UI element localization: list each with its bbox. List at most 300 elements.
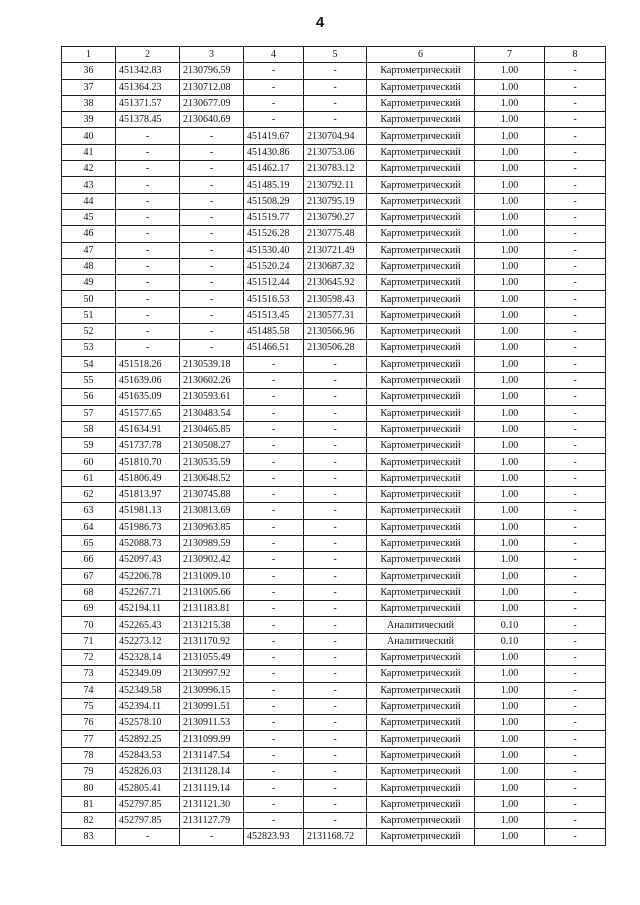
table-cell-col-8: - (545, 601, 606, 617)
table-cell-col-5: - (304, 356, 367, 372)
table-cell-col-5: - (304, 715, 367, 731)
table-cell-col-3: 2130911.53 (180, 715, 244, 731)
table-cell-col-2: 452265.43 (116, 617, 180, 633)
table-cell-col-4: 452823.93 (244, 829, 304, 845)
table-cell-col-4: - (244, 584, 304, 600)
table-cell-col-1: 69 (62, 601, 116, 617)
table-cell-col-1: 67 (62, 568, 116, 584)
table-row (62, 128, 606, 144)
table-cell-col-2: 452843.53 (116, 747, 180, 763)
table-cell-col-5: 2130704.94 (304, 128, 367, 144)
table-row (62, 698, 606, 714)
table-cell-col-6: Картометрический (367, 340, 475, 356)
table-cell-col-3: 2131215.38 (180, 617, 244, 633)
table-cell-col-7: 1.00 (475, 503, 545, 519)
table-cell-col-1: 51 (62, 307, 116, 323)
table-cell-col-1: 39 (62, 112, 116, 128)
table-cell-col-6: Картометрический (367, 796, 475, 812)
table-cell-col-4: - (244, 389, 304, 405)
table-row (62, 715, 606, 731)
table-cell-col-4: - (244, 63, 304, 79)
table-cell-col-5: 2130775.48 (304, 226, 367, 242)
table-cell-col-3: - (180, 324, 244, 340)
table-cell-col-7: 1.00 (475, 487, 545, 503)
table-cell-col-8: - (545, 209, 606, 225)
table-cell-col-7: 1.00 (475, 764, 545, 780)
table-cell-col-4: 451485.19 (244, 177, 304, 193)
table-cell-col-6: Картометрический (367, 812, 475, 828)
table-cell-col-4: - (244, 487, 304, 503)
table-cell-col-7: 1.00 (475, 226, 545, 242)
table-cell-col-2: - (116, 242, 180, 258)
table-cell-col-8: - (545, 633, 606, 649)
table-cell-col-3: 2130535.59 (180, 454, 244, 470)
table-cell-col-4: 451516.53 (244, 291, 304, 307)
table-cell-col-7: 1.00 (475, 95, 545, 111)
table-cell-col-7: 1.00 (475, 128, 545, 144)
table-cell-col-8: - (545, 698, 606, 714)
table-cell-col-4: - (244, 454, 304, 470)
table-cell-col-4: - (244, 682, 304, 698)
table-cell-col-2: 452826.03 (116, 764, 180, 780)
table-cell-col-5: - (304, 649, 367, 665)
table-cell-col-5: - (304, 535, 367, 551)
table-cell-col-6: Аналитический (367, 617, 475, 633)
table-cell-col-8: - (545, 584, 606, 600)
table-cell-col-7: 1.00 (475, 568, 545, 584)
table-cell-col-1: 54 (62, 356, 116, 372)
table-cell-col-4: 451462.17 (244, 161, 304, 177)
table-cell-col-5: - (304, 421, 367, 437)
table-row (62, 226, 606, 242)
table-cell-col-8: - (545, 552, 606, 568)
table-row (62, 275, 606, 291)
table-cell-col-6: Картометрический (367, 829, 475, 845)
table-cell-col-5: - (304, 503, 367, 519)
table-cell-col-5: 2130577.31 (304, 307, 367, 323)
table-cell-col-4: - (244, 796, 304, 812)
table-cell-col-4: - (244, 519, 304, 535)
coordinates-table (61, 46, 606, 846)
table-row (62, 470, 606, 486)
table-cell-col-5: 2131168.72 (304, 829, 367, 845)
table-cell-col-6: Картометрический (367, 747, 475, 763)
table-cell-col-7: 1.00 (475, 698, 545, 714)
table-cell-col-2: 451518.26 (116, 356, 180, 372)
table-cell-col-3: - (180, 128, 244, 144)
table-cell-col-7: 1.00 (475, 193, 545, 209)
table-cell-col-8: - (545, 812, 606, 828)
table-cell-col-5: 2130506.28 (304, 340, 367, 356)
table-cell-col-1: 83 (62, 829, 116, 845)
table-row (62, 177, 606, 193)
table-cell-col-2: 452797.85 (116, 796, 180, 812)
table-cell-col-8: - (545, 519, 606, 535)
table-row (62, 487, 606, 503)
table-row (62, 666, 606, 682)
table-cell-col-6: Картометрический (367, 503, 475, 519)
table-cell-col-7: 1.00 (475, 421, 545, 437)
table-cell-col-4: - (244, 731, 304, 747)
table-cell-col-7: 1.00 (475, 79, 545, 95)
table-cell-col-2: 451577.65 (116, 405, 180, 421)
table-cell-col-2: 451371.57 (116, 95, 180, 111)
table-cell-col-5: - (304, 470, 367, 486)
table-row (62, 829, 606, 845)
table-cell-col-8: - (545, 829, 606, 845)
table-cell-col-1: 55 (62, 372, 116, 388)
table-cell-col-8: - (545, 535, 606, 551)
table-cell-col-1: 48 (62, 258, 116, 274)
column-header-5: 5 (304, 47, 367, 63)
table-cell-col-7: 1.00 (475, 470, 545, 486)
table-cell-col-2: - (116, 324, 180, 340)
table-cell-col-4: 451530.40 (244, 242, 304, 258)
table-row (62, 307, 606, 323)
table-cell-col-2: 451813.97 (116, 487, 180, 503)
table-cell-col-3: 2130991.51 (180, 698, 244, 714)
table-cell-col-3: 2131183.81 (180, 601, 244, 617)
table-cell-col-8: - (545, 372, 606, 388)
table-cell-col-7: 1.00 (475, 324, 545, 340)
table-cell-col-3: 2130539.18 (180, 356, 244, 372)
table-cell-col-3: 2130796.59 (180, 63, 244, 79)
table-cell-col-1: 59 (62, 438, 116, 454)
table-cell-col-1: 71 (62, 633, 116, 649)
table-cell-col-4: 451508.29 (244, 193, 304, 209)
table-cell-col-3: 2130465.85 (180, 421, 244, 437)
table-cell-col-5: - (304, 438, 367, 454)
table-cell-col-6: Картометрический (367, 649, 475, 665)
table-cell-col-7: 1.00 (475, 454, 545, 470)
table-cell-col-6: Картометрический (367, 666, 475, 682)
table-row (62, 438, 606, 454)
column-header-3: 3 (180, 47, 244, 63)
table-cell-col-8: - (545, 177, 606, 193)
table-cell-col-7: 1.00 (475, 405, 545, 421)
table-cell-col-3: - (180, 829, 244, 845)
table-cell-col-2: 452394.11 (116, 698, 180, 714)
table-cell-col-2: - (116, 307, 180, 323)
table-row (62, 731, 606, 747)
table-row (62, 144, 606, 160)
table-cell-col-8: - (545, 617, 606, 633)
table-cell-col-4: - (244, 79, 304, 95)
table-row (62, 780, 606, 796)
table-row (62, 633, 606, 649)
table-header (62, 47, 606, 63)
table-cell-col-1: 53 (62, 340, 116, 356)
table-cell-col-7: 1.00 (475, 63, 545, 79)
table-cell-col-4: - (244, 601, 304, 617)
table-cell-col-2: - (116, 340, 180, 356)
table-cell-col-4: - (244, 568, 304, 584)
table-cell-col-5: - (304, 487, 367, 503)
table-cell-col-1: 38 (62, 95, 116, 111)
table-cell-col-3: 2131170.92 (180, 633, 244, 649)
table-cell-col-7: 1.00 (475, 780, 545, 796)
table-cell-col-8: - (545, 275, 606, 291)
table-cell-col-2: 451986.73 (116, 519, 180, 535)
table-cell-col-6: Картометрический (367, 405, 475, 421)
table-cell-col-7: 1.00 (475, 747, 545, 763)
table-cell-col-3: 2130963.85 (180, 519, 244, 535)
table-cell-col-1: 66 (62, 552, 116, 568)
table-cell-col-6: Картометрический (367, 454, 475, 470)
table-cell-col-5: 2130645.92 (304, 275, 367, 291)
table-cell-col-2: 452805.41 (116, 780, 180, 796)
table-cell-col-5: - (304, 747, 367, 763)
column-header-6: 6 (367, 47, 475, 63)
table-cell-col-8: - (545, 438, 606, 454)
table-cell-col-6: Картометрический (367, 95, 475, 111)
table-cell-col-6: Картометрический (367, 421, 475, 437)
table-row (62, 161, 606, 177)
table-row (62, 535, 606, 551)
table-cell-col-1: 68 (62, 584, 116, 600)
table-cell-col-5: 2130783.12 (304, 161, 367, 177)
table-cell-col-4: 451485.58 (244, 324, 304, 340)
table-cell-col-5: - (304, 698, 367, 714)
table-cell-col-7: 1.00 (475, 601, 545, 617)
table-cell-col-3: 2130813.69 (180, 503, 244, 519)
table-cell-col-8: - (545, 193, 606, 209)
table-cell-col-5: - (304, 454, 367, 470)
table-cell-col-3: 2130997.92 (180, 666, 244, 682)
table-cell-col-5: - (304, 731, 367, 747)
table-cell-col-8: - (545, 503, 606, 519)
table-cell-col-8: - (545, 796, 606, 812)
table-cell-col-2: 452206.78 (116, 568, 180, 584)
table-cell-col-8: - (545, 454, 606, 470)
table-cell-col-7: 1.00 (475, 291, 545, 307)
table-row (62, 405, 606, 421)
table-cell-col-2: 451634.91 (116, 421, 180, 437)
table-cell-col-7: 1.00 (475, 584, 545, 600)
table-cell-col-2: 452349.09 (116, 666, 180, 682)
table-cell-col-3: 2131099.99 (180, 731, 244, 747)
table-cell-col-1: 80 (62, 780, 116, 796)
table-cell-col-3: 2130712.08 (180, 79, 244, 95)
table-cell-col-1: 47 (62, 242, 116, 258)
table-cell-col-2: 452892.25 (116, 731, 180, 747)
table-cell-col-4: - (244, 405, 304, 421)
table-cell-col-6: Картометрический (367, 144, 475, 160)
table-cell-col-1: 52 (62, 324, 116, 340)
table-row (62, 682, 606, 698)
table-cell-col-3: 2131128.14 (180, 764, 244, 780)
table-cell-col-1: 78 (62, 747, 116, 763)
table-cell-col-6: Картометрический (367, 487, 475, 503)
table-cell-col-8: - (545, 161, 606, 177)
table-row (62, 389, 606, 405)
table-cell-col-5: - (304, 552, 367, 568)
table-cell-col-4: 451512.44 (244, 275, 304, 291)
table-cell-col-6: Картометрический (367, 63, 475, 79)
table-cell-col-6: Картометрический (367, 209, 475, 225)
table-cell-col-7: 1.00 (475, 356, 545, 372)
table-cell-col-4: - (244, 666, 304, 682)
table-cell-col-1: 79 (62, 764, 116, 780)
table-cell-col-5: - (304, 389, 367, 405)
table-cell-col-3: - (180, 307, 244, 323)
table-cell-col-5: - (304, 666, 367, 682)
table-cell-col-8: - (545, 95, 606, 111)
table-cell-col-6: Картометрический (367, 535, 475, 551)
table-cell-col-6: Картометрический (367, 324, 475, 340)
table-cell-col-3: 2131127.79 (180, 812, 244, 828)
table-cell-col-7: 1.00 (475, 715, 545, 731)
table-cell-col-1: 40 (62, 128, 116, 144)
table-cell-col-1: 73 (62, 666, 116, 682)
table-cell-col-3: 2130602.26 (180, 372, 244, 388)
table-cell-col-4: 451520.24 (244, 258, 304, 274)
table-cell-col-1: 61 (62, 470, 116, 486)
table-cell-col-3: 2130483.54 (180, 405, 244, 421)
table-cell-col-1: 56 (62, 389, 116, 405)
table-row (62, 95, 606, 111)
table-cell-col-8: - (545, 487, 606, 503)
column-header-8: 8 (545, 47, 606, 63)
table-cell-col-8: - (545, 128, 606, 144)
table-cell-col-1: 65 (62, 535, 116, 551)
table-cell-col-6: Картометрический (367, 780, 475, 796)
column-header-2: 2 (116, 47, 180, 63)
table-cell-col-4: - (244, 747, 304, 763)
table-cell-col-4: 451419.67 (244, 128, 304, 144)
table-cell-col-3: 2131147.54 (180, 747, 244, 763)
table-row (62, 242, 606, 258)
table-cell-col-3: - (180, 258, 244, 274)
table-cell-col-7: 1.00 (475, 258, 545, 274)
table-cell-col-5: - (304, 372, 367, 388)
table-row (62, 584, 606, 600)
table-cell-col-5: - (304, 601, 367, 617)
table-cell-col-4: 451513.45 (244, 307, 304, 323)
table-cell-col-4: - (244, 812, 304, 828)
table-row (62, 617, 606, 633)
table-cell-col-6: Картометрический (367, 552, 475, 568)
column-header-4: 4 (244, 47, 304, 63)
table-cell-col-5: - (304, 812, 367, 828)
table-cell-col-5: 2130598.43 (304, 291, 367, 307)
table-cell-col-6: Картометрический (367, 601, 475, 617)
table-cell-col-8: - (545, 421, 606, 437)
table-cell-col-5: - (304, 112, 367, 128)
table-cell-col-2: 451364.23 (116, 79, 180, 95)
table-cell-col-5: - (304, 568, 367, 584)
table-cell-col-3: 2130640.69 (180, 112, 244, 128)
table-cell-col-2: 452267.71 (116, 584, 180, 600)
table-cell-col-6: Картометрический (367, 226, 475, 242)
table-cell-col-2: - (116, 226, 180, 242)
table-cell-col-7: 1.00 (475, 242, 545, 258)
table-cell-col-1: 43 (62, 177, 116, 193)
table-cell-col-8: - (545, 731, 606, 747)
table-cell-col-4: - (244, 633, 304, 649)
table-cell-col-1: 72 (62, 649, 116, 665)
table-cell-col-2: 451810.70 (116, 454, 180, 470)
table-row (62, 209, 606, 225)
table-cell-col-1: 36 (62, 63, 116, 79)
table-cell-col-2: - (116, 193, 180, 209)
table-cell-col-2: 452328.14 (116, 649, 180, 665)
table-cell-col-7: 1.00 (475, 177, 545, 193)
table-cell-col-5: 2130687.32 (304, 258, 367, 274)
table-body (62, 63, 606, 845)
table-cell-col-2: 452088.73 (116, 535, 180, 551)
table-cell-col-1: 76 (62, 715, 116, 731)
table-cell-col-8: - (545, 764, 606, 780)
table-cell-col-2: 451981.13 (116, 503, 180, 519)
table-cell-col-2: - (116, 258, 180, 274)
table-row (62, 519, 606, 535)
table-cell-col-2: 452194.11 (116, 601, 180, 617)
table-cell-col-1: 37 (62, 79, 116, 95)
table-cell-col-6: Картометрический (367, 258, 475, 274)
table-cell-col-7: 1.00 (475, 307, 545, 323)
table-row (62, 552, 606, 568)
table-cell-col-2: 451342.83 (116, 63, 180, 79)
table-cell-col-2: - (116, 291, 180, 307)
table-cell-col-3: 2130989.59 (180, 535, 244, 551)
table-cell-col-4: - (244, 438, 304, 454)
table-cell-col-2: 451635.09 (116, 389, 180, 405)
table-row (62, 421, 606, 437)
table-cell-col-8: - (545, 470, 606, 486)
table-cell-col-3: 2130902.42 (180, 552, 244, 568)
table-cell-col-6: Картометрический (367, 307, 475, 323)
column-header-7: 7 (475, 47, 545, 63)
table-cell-col-7: 1.00 (475, 389, 545, 405)
table-cell-col-7: 1.00 (475, 209, 545, 225)
table-cell-col-8: - (545, 649, 606, 665)
table-cell-col-2: 452578.10 (116, 715, 180, 731)
table-cell-col-6: Картометрический (367, 193, 475, 209)
table-cell-col-1: 77 (62, 731, 116, 747)
table-cell-col-5: 2130721.49 (304, 242, 367, 258)
table-cell-col-4: - (244, 552, 304, 568)
table-row (62, 796, 606, 812)
table-cell-col-3: - (180, 193, 244, 209)
table-cell-col-8: - (545, 780, 606, 796)
table-cell-col-7: 1.00 (475, 340, 545, 356)
table-cell-col-1: 75 (62, 698, 116, 714)
table-cell-col-2: - (116, 177, 180, 193)
table-cell-col-4: 451430.86 (244, 144, 304, 160)
table-cell-col-5: - (304, 405, 367, 421)
table-cell-col-2: - (116, 275, 180, 291)
table-cell-col-8: - (545, 291, 606, 307)
table-cell-col-1: 44 (62, 193, 116, 209)
table-cell-col-8: - (545, 405, 606, 421)
table-cell-col-8: - (545, 389, 606, 405)
table-cell-col-7: 1.00 (475, 649, 545, 665)
table-cell-col-2: 452797.85 (116, 812, 180, 828)
table-cell-col-3: 2130996.15 (180, 682, 244, 698)
table-cell-col-6: Картометрический (367, 470, 475, 486)
table-cell-col-5: 2130790.27 (304, 209, 367, 225)
table-cell-col-6: Картометрический (367, 682, 475, 698)
table-cell-col-4: - (244, 372, 304, 388)
table-cell-col-6: Картометрический (367, 275, 475, 291)
table-cell-col-6: Картометрический (367, 356, 475, 372)
table-cell-col-6: Картометрический (367, 584, 475, 600)
table-cell-col-2: 451806.49 (116, 470, 180, 486)
table-row (62, 112, 606, 128)
table-cell-col-3: 2130593.61 (180, 389, 244, 405)
table-cell-col-6: Картометрический (367, 128, 475, 144)
